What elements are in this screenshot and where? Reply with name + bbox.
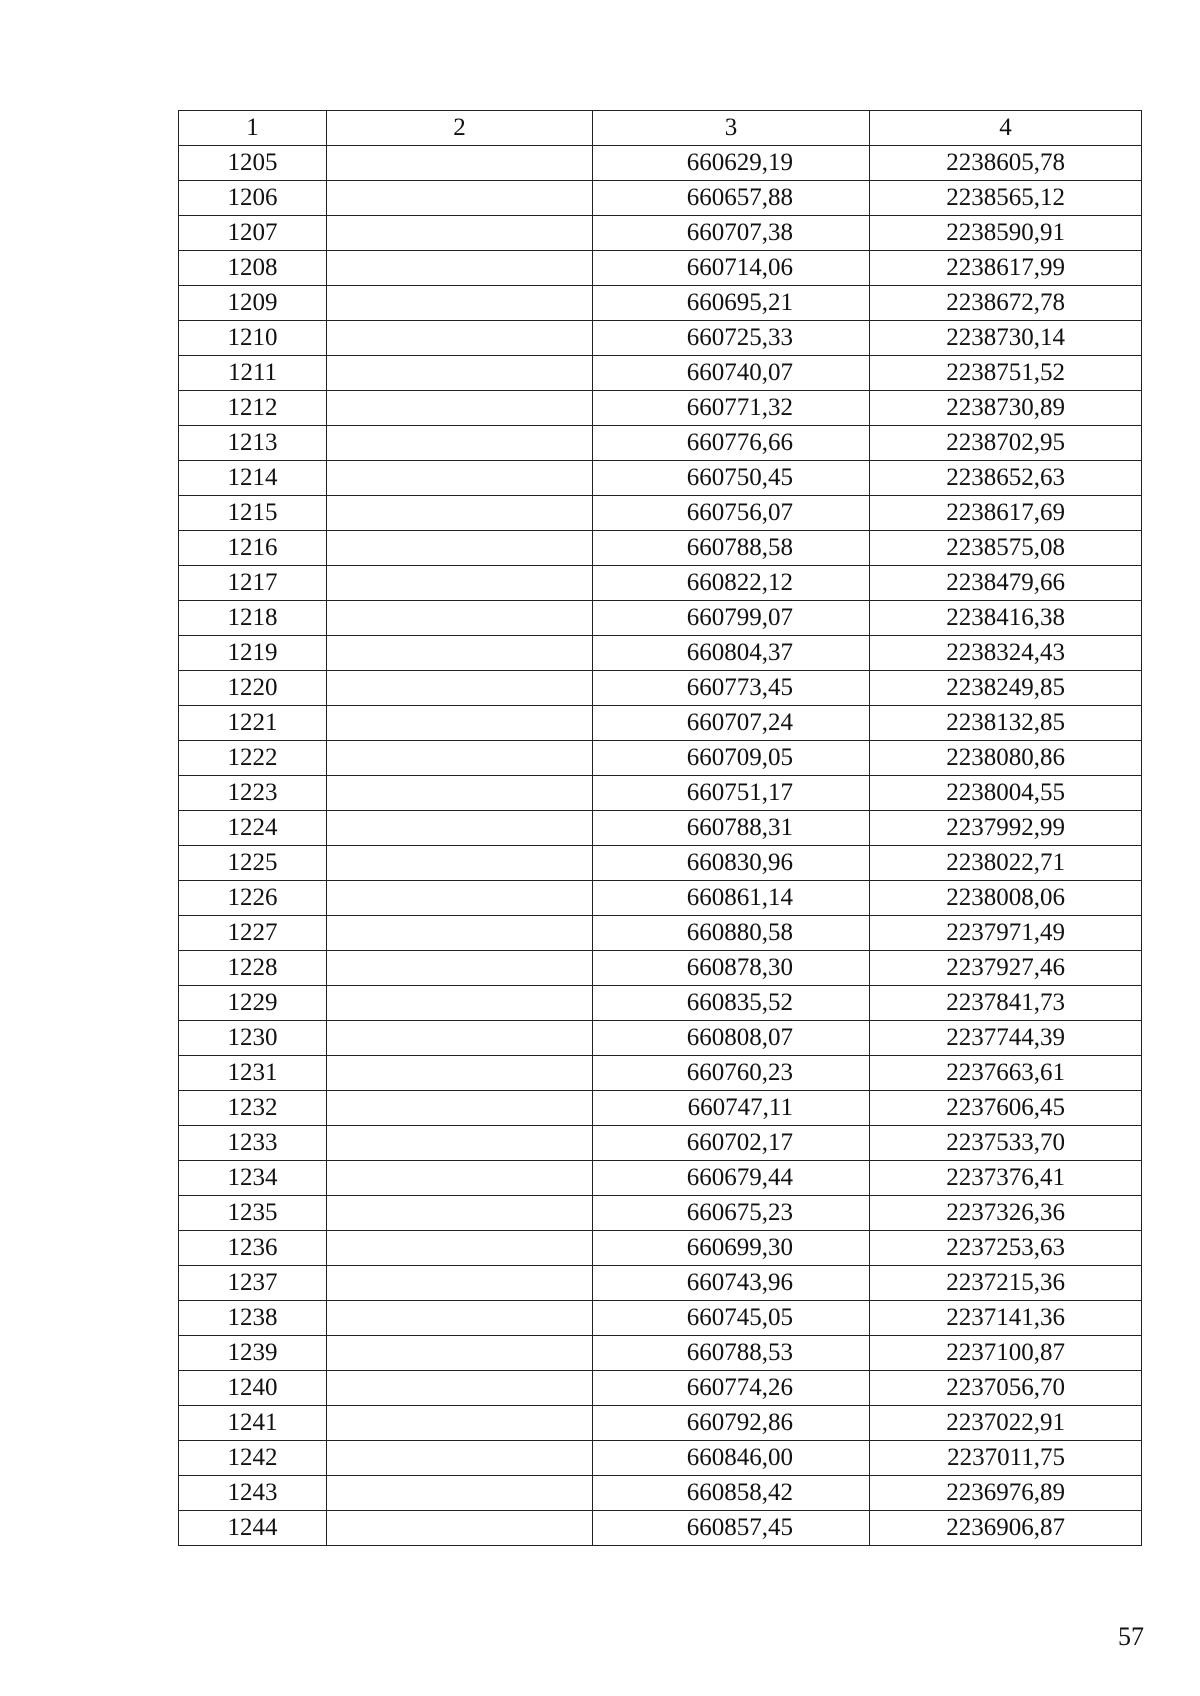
- point-number-cell: 1213: [179, 426, 327, 461]
- table-row: [179, 356, 1142, 391]
- page-number: 57: [1118, 1622, 1144, 1651]
- table-row: [179, 601, 1142, 636]
- y-coordinate-cell: 2238416,38: [870, 601, 1142, 636]
- x-coordinate-cell: 660774,26: [593, 1371, 870, 1406]
- point-number-cell: 1221: [179, 706, 327, 741]
- description-cell: [327, 461, 593, 496]
- description-cell: [327, 1336, 593, 1371]
- description-cell: [327, 391, 593, 426]
- description-cell: [327, 1126, 593, 1161]
- table-row: [179, 461, 1142, 496]
- y-coordinate-cell: 2237326,36: [870, 1196, 1142, 1231]
- y-coordinate-cell: 2236976,89: [870, 1476, 1142, 1511]
- point-number-cell: 1217: [179, 566, 327, 601]
- table-row: [179, 846, 1142, 881]
- table-row: [179, 881, 1142, 916]
- table-row: [179, 391, 1142, 426]
- description-cell: [327, 601, 593, 636]
- x-coordinate-cell: 660743,96: [593, 1266, 870, 1301]
- table-row: [179, 251, 1142, 286]
- description-cell: [327, 1371, 593, 1406]
- description-cell: [327, 1161, 593, 1196]
- y-coordinate-cell: 2237606,45: [870, 1091, 1142, 1126]
- x-coordinate-cell: 660657,88: [593, 181, 870, 216]
- x-coordinate-cell: 660695,21: [593, 286, 870, 321]
- y-coordinate-cell: 2238022,71: [870, 846, 1142, 881]
- y-coordinate-cell: 2238617,69: [870, 496, 1142, 531]
- y-coordinate-cell: 2237100,87: [870, 1336, 1142, 1371]
- point-number-cell: 1225: [179, 846, 327, 881]
- x-coordinate-cell: 660857,45: [593, 1511, 870, 1546]
- description-cell: [327, 251, 593, 286]
- point-number-cell: 1241: [179, 1406, 327, 1441]
- point-number-cell: 1244: [179, 1511, 327, 1546]
- description-cell: [327, 1266, 593, 1301]
- point-number-cell: 1234: [179, 1161, 327, 1196]
- point-number-cell: 1210: [179, 321, 327, 356]
- table-row: [179, 1441, 1142, 1476]
- point-number-cell: 1209: [179, 286, 327, 321]
- table-row: [179, 1161, 1142, 1196]
- point-number-cell: 1205: [179, 146, 327, 181]
- table-row: [179, 1406, 1142, 1441]
- description-cell: [327, 321, 593, 356]
- x-coordinate-cell: 660707,24: [593, 706, 870, 741]
- table-row: [179, 146, 1142, 181]
- table-row: [179, 1336, 1142, 1371]
- x-coordinate-cell: 660699,30: [593, 1231, 870, 1266]
- description-cell: [327, 776, 593, 811]
- point-number-cell: 1208: [179, 251, 327, 286]
- y-coordinate-cell: 2238751,52: [870, 356, 1142, 391]
- point-number-cell: 1235: [179, 1196, 327, 1231]
- y-coordinate-cell: 2237927,46: [870, 951, 1142, 986]
- description-cell: [327, 531, 593, 566]
- x-coordinate-cell: 660788,53: [593, 1336, 870, 1371]
- y-coordinate-cell: 2237376,41: [870, 1161, 1142, 1196]
- x-coordinate-cell: 660830,96: [593, 846, 870, 881]
- description-cell: [327, 356, 593, 391]
- table-row: [179, 426, 1142, 461]
- description-cell: [327, 1021, 593, 1056]
- point-number-cell: 1232: [179, 1091, 327, 1126]
- y-coordinate-cell: 2238080,86: [870, 741, 1142, 776]
- y-coordinate-cell: 2237011,75: [870, 1441, 1142, 1476]
- x-coordinate-cell: 660861,14: [593, 881, 870, 916]
- x-coordinate-cell: 660725,33: [593, 321, 870, 356]
- description-cell: [327, 916, 593, 951]
- table-row: [179, 1371, 1142, 1406]
- table-row: [179, 531, 1142, 566]
- point-number-cell: 1211: [179, 356, 327, 391]
- point-number-cell: 1207: [179, 216, 327, 251]
- point-number-cell: 1233: [179, 1126, 327, 1161]
- table-row: [179, 1301, 1142, 1336]
- x-coordinate-cell: 660792,86: [593, 1406, 870, 1441]
- x-coordinate-cell: 660822,12: [593, 566, 870, 601]
- table-row: [179, 1056, 1142, 1091]
- point-number-cell: 1226: [179, 881, 327, 916]
- y-coordinate-cell: 2238730,14: [870, 321, 1142, 356]
- y-coordinate-cell: 2237533,70: [870, 1126, 1142, 1161]
- y-coordinate-cell: 2237022,91: [870, 1406, 1142, 1441]
- point-number-cell: 1243: [179, 1476, 327, 1511]
- point-number-cell: 1230: [179, 1021, 327, 1056]
- x-coordinate-cell: 660751,17: [593, 776, 870, 811]
- description-cell: [327, 181, 593, 216]
- y-coordinate-cell: 2236906,87: [870, 1511, 1142, 1546]
- point-number-cell: 1238: [179, 1301, 327, 1336]
- x-coordinate-cell: 660702,17: [593, 1126, 870, 1161]
- point-number-cell: 1216: [179, 531, 327, 566]
- table-row: [179, 216, 1142, 251]
- description-cell: [327, 1301, 593, 1336]
- table-row: [179, 1021, 1142, 1056]
- description-cell: [327, 951, 593, 986]
- point-number-cell: 1206: [179, 181, 327, 216]
- description-cell: [327, 636, 593, 671]
- point-number-cell: 1228: [179, 951, 327, 986]
- table-row: [179, 811, 1142, 846]
- point-number-cell: 1214: [179, 461, 327, 496]
- table-row: [179, 986, 1142, 1021]
- y-coordinate-cell: 2238575,08: [870, 531, 1142, 566]
- x-coordinate-cell: 660773,45: [593, 671, 870, 706]
- x-coordinate-cell: 660714,06: [593, 251, 870, 286]
- point-number-cell: 1240: [179, 1371, 327, 1406]
- description-cell: [327, 846, 593, 881]
- description-cell: [327, 1476, 593, 1511]
- y-coordinate-cell: 2237744,39: [870, 1021, 1142, 1056]
- point-number-cell: 1239: [179, 1336, 327, 1371]
- y-coordinate-cell: 2237992,99: [870, 811, 1142, 846]
- description-cell: [327, 496, 593, 531]
- table-row: [179, 286, 1142, 321]
- column-header-2: 2: [327, 111, 593, 146]
- x-coordinate-cell: 660629,19: [593, 146, 870, 181]
- y-coordinate-cell: 2237971,49: [870, 916, 1142, 951]
- table-row: [179, 1476, 1142, 1511]
- y-coordinate-cell: 2237841,73: [870, 986, 1142, 1021]
- x-coordinate-cell: 660808,07: [593, 1021, 870, 1056]
- point-number-cell: 1231: [179, 1056, 327, 1091]
- table-row: [179, 1266, 1142, 1301]
- y-coordinate-cell: 2237141,36: [870, 1301, 1142, 1336]
- point-number-cell: 1222: [179, 741, 327, 776]
- description-cell: [327, 286, 593, 321]
- description-cell: [327, 1056, 593, 1091]
- description-cell: [327, 426, 593, 461]
- x-coordinate-cell: 660756,07: [593, 496, 870, 531]
- table-row: [179, 706, 1142, 741]
- description-cell: [327, 671, 593, 706]
- point-number-cell: 1236: [179, 1231, 327, 1266]
- y-coordinate-cell: 2238730,89: [870, 391, 1142, 426]
- description-cell: [327, 216, 593, 251]
- table-header: [179, 111, 1142, 146]
- x-coordinate-cell: 660788,58: [593, 531, 870, 566]
- table-row: [179, 1126, 1142, 1161]
- x-coordinate-cell: 660675,23: [593, 1196, 870, 1231]
- y-coordinate-cell: 2237253,63: [870, 1231, 1142, 1266]
- description-cell: [327, 1196, 593, 1231]
- x-coordinate-cell: 660771,32: [593, 391, 870, 426]
- x-coordinate-cell: 660679,44: [593, 1161, 870, 1196]
- x-coordinate-cell: 660880,58: [593, 916, 870, 951]
- x-coordinate-cell: 660750,45: [593, 461, 870, 496]
- x-coordinate-cell: 660707,38: [593, 216, 870, 251]
- x-coordinate-cell: 660804,37: [593, 636, 870, 671]
- coordinates-table: [178, 110, 1142, 1546]
- y-coordinate-cell: 2238617,99: [870, 251, 1142, 286]
- table-row: [179, 741, 1142, 776]
- column-header-3: 3: [593, 111, 870, 146]
- point-number-cell: 1212: [179, 391, 327, 426]
- table-body: [179, 146, 1142, 1546]
- header-row: [179, 111, 1142, 146]
- description-cell: [327, 1231, 593, 1266]
- table-row: [179, 1196, 1142, 1231]
- table-row: [179, 1511, 1142, 1546]
- description-cell: [327, 1091, 593, 1126]
- description-cell: [327, 706, 593, 741]
- point-number-cell: 1229: [179, 986, 327, 1021]
- y-coordinate-cell: 2238004,55: [870, 776, 1142, 811]
- table-row: [179, 636, 1142, 671]
- y-coordinate-cell: 2238008,06: [870, 881, 1142, 916]
- table-row: [179, 181, 1142, 216]
- point-number-cell: 1227: [179, 916, 327, 951]
- point-number-cell: 1219: [179, 636, 327, 671]
- y-coordinate-cell: 2237056,70: [870, 1371, 1142, 1406]
- point-number-cell: 1215: [179, 496, 327, 531]
- x-coordinate-cell: 660740,07: [593, 356, 870, 391]
- y-coordinate-cell: 2238702,95: [870, 426, 1142, 461]
- table-row: [179, 496, 1142, 531]
- x-coordinate-cell: 660776,66: [593, 426, 870, 461]
- point-number-cell: 1242: [179, 1441, 327, 1476]
- column-header-4: 4: [870, 111, 1142, 146]
- y-coordinate-cell: 2238605,78: [870, 146, 1142, 181]
- description-cell: [327, 1511, 593, 1546]
- x-coordinate-cell: 660760,23: [593, 1056, 870, 1091]
- description-cell: [327, 1441, 593, 1476]
- point-number-cell: 1220: [179, 671, 327, 706]
- x-coordinate-cell: 660745,05: [593, 1301, 870, 1336]
- point-number-cell: 1237: [179, 1266, 327, 1301]
- y-coordinate-cell: 2238565,12: [870, 181, 1142, 216]
- point-number-cell: 1224: [179, 811, 327, 846]
- table-row: [179, 776, 1142, 811]
- table-row: [179, 671, 1142, 706]
- description-cell: [327, 881, 593, 916]
- y-coordinate-cell: 2238132,85: [870, 706, 1142, 741]
- description-cell: [327, 811, 593, 846]
- y-coordinate-cell: 2238249,85: [870, 671, 1142, 706]
- table-row: [179, 1091, 1142, 1126]
- y-coordinate-cell: 2238672,78: [870, 286, 1142, 321]
- x-coordinate-cell: 660709,05: [593, 741, 870, 776]
- y-coordinate-cell: 2238652,63: [870, 461, 1142, 496]
- description-cell: [327, 741, 593, 776]
- y-coordinate-cell: 2238590,91: [870, 216, 1142, 251]
- description-cell: [327, 986, 593, 1021]
- table-row: [179, 566, 1142, 601]
- table-row: [179, 951, 1142, 986]
- point-number-cell: 1218: [179, 601, 327, 636]
- x-coordinate-cell: 660835,52: [593, 986, 870, 1021]
- x-coordinate-cell: 660858,42: [593, 1476, 870, 1511]
- description-cell: [327, 1406, 593, 1441]
- table-row: [179, 1231, 1142, 1266]
- y-coordinate-cell: 2238479,66: [870, 566, 1142, 601]
- y-coordinate-cell: 2238324,43: [870, 636, 1142, 671]
- y-coordinate-cell: 2237215,36: [870, 1266, 1142, 1301]
- table-row: [179, 916, 1142, 951]
- x-coordinate-cell: 660747,11: [593, 1091, 870, 1126]
- column-header-1: 1: [179, 111, 327, 146]
- point-number-cell: 1223: [179, 776, 327, 811]
- x-coordinate-cell: 660878,30: [593, 951, 870, 986]
- description-cell: [327, 566, 593, 601]
- description-cell: [327, 146, 593, 181]
- x-coordinate-cell: 660788,31: [593, 811, 870, 846]
- table-row: [179, 321, 1142, 356]
- x-coordinate-cell: 660846,00: [593, 1441, 870, 1476]
- y-coordinate-cell: 2237663,61: [870, 1056, 1142, 1091]
- x-coordinate-cell: 660799,07: [593, 601, 870, 636]
